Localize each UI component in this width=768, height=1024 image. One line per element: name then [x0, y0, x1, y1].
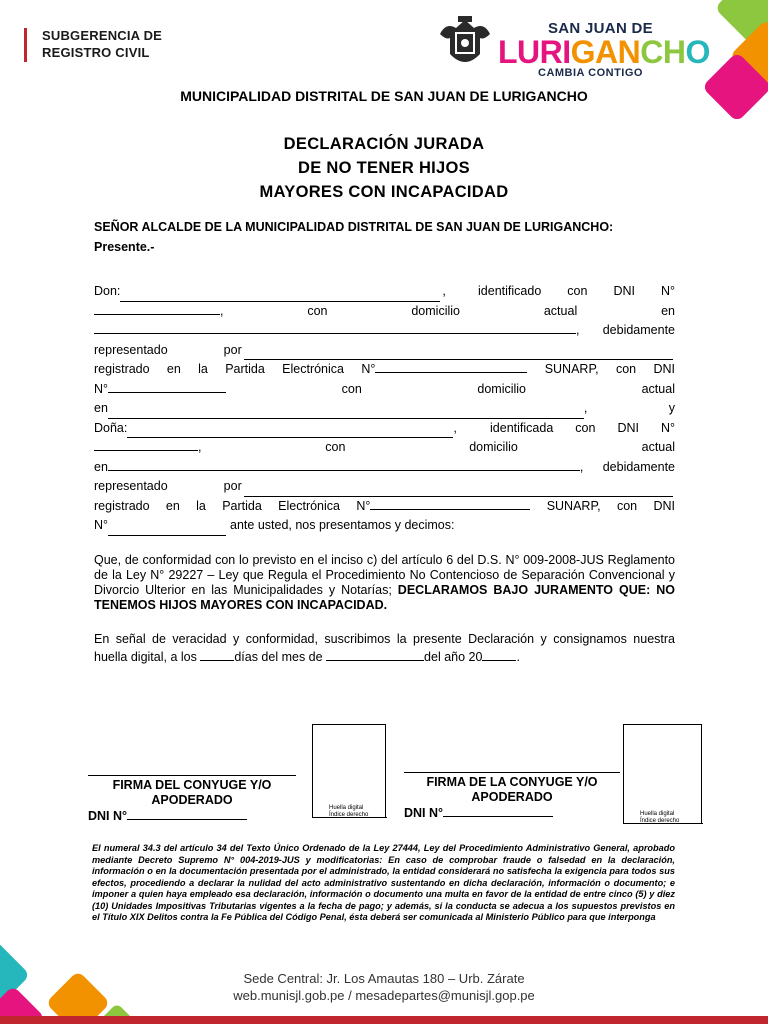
partida-label: Partida — [222, 498, 262, 513]
right-fingerprint-box[interactable] — [623, 724, 702, 823]
y-label: y — [668, 401, 675, 415]
con-label: con — [615, 362, 637, 376]
actual-label: actual — [543, 303, 578, 318]
fingerprint-caption-2: Índice derecho — [329, 812, 369, 818]
title-line-1: DECLARACIÓN JURADA — [283, 135, 485, 153]
domicilio-label: domicilio — [477, 381, 527, 396]
dni-label: DNI N° — [404, 806, 444, 820]
document-title — [0, 132, 768, 204]
footer-accent-bar — [0, 1016, 768, 1024]
domicilio-label: domicilio — [411, 303, 460, 318]
right-dni-field[interactable] — [443, 803, 553, 817]
period: . — [516, 650, 520, 664]
identificada-label: identificada — [490, 420, 554, 435]
left-signature-label: FIRMA DEL CONYUGE Y/O APODERADO — [112, 778, 272, 807]
dona-dni-field[interactable] — [94, 437, 198, 451]
con-label: con — [575, 420, 596, 435]
ante-usted-text: ante usted, nos presentamos y decimos: — [230, 518, 455, 532]
accent-bar — [24, 28, 27, 62]
municipality-logo — [498, 20, 710, 79]
representado-label: representado — [94, 342, 168, 357]
left-fingerprint-base — [312, 817, 387, 818]
n-label: N° — [660, 420, 675, 435]
dni-label: DNI N° — [88, 809, 128, 823]
fingerprint-caption-2: Índice derecho — [640, 818, 680, 824]
sworn-declaration-text: DECLARAMOS BAJO JURAMENTO QUE: NO TENEMOS HIJOS MAYORES CON INCAPACIDAD. — [94, 583, 675, 612]
electronica-label: Electrónica — [282, 362, 344, 376]
logo-slogan: CAMBIA CONTIGO — [538, 67, 643, 79]
department-name — [42, 27, 162, 61]
municipality-title: MUNICIPALIDAD DISTRITAL DE SAN JUAN DE LURIGANCHO — [180, 88, 588, 104]
n-label: N° — [94, 381, 109, 396]
addressee — [94, 217, 613, 257]
fingerprint-caption-1: Huella digital — [640, 811, 675, 817]
legal-basis-paragraph — [94, 553, 675, 613]
n-label: N° — [356, 498, 371, 513]
rep1-dni-field[interactable] — [108, 379, 226, 393]
dona-address-field[interactable] — [108, 457, 580, 471]
identificado-label: identificado — [478, 284, 542, 298]
right-signature-label: FIRMA DE LA CONYUGE Y/O APODERADO — [426, 775, 598, 804]
comma: , — [220, 303, 224, 318]
right-dni-label — [404, 803, 553, 820]
dni-label: DNI — [617, 420, 639, 435]
presente-label: Presente.- — [94, 240, 155, 254]
representado-label: representado — [94, 479, 168, 493]
n-label: N° — [361, 362, 376, 376]
conformity-text-2: días del mes de — [234, 650, 327, 664]
legal-note: El numeral 34.3 del artículo 34 del Texto Único Ordenado de la Ley 27444, Ley del Procedimiento Administrativo General, aprobado mediante Decreto Supremo N° 004-2019-JUS y modificatorias: En caso de comprobar fraude o falsedad en la declaración, información o en la documentación presentada por el administrado, la entidad considerará no satisfecha la exigencia para todos sus efectos, procediendo a declarar la nulidad del acto administrativo sustentando en dicha declaración, información o documento; e imponer a quien haya empleado esa declaración, información o documento una multa en favor de la entidad de entre cinco (5) y diez (10) Unidades Impositivas Tributarias vigentes a la fecha de pago; y además, si la conducta se adecua a los supuestos previstos en el Título XIX Delitos contra la Fe Pública del Código Penal, ésta deberá ser comunicada al Ministerio Público para que interponga — [92, 843, 675, 922]
actual-label: actual — [641, 440, 675, 454]
electronica-label: Electrónica — [278, 498, 340, 513]
declaration-form — [94, 282, 675, 536]
day-field[interactable] — [200, 647, 234, 661]
sunarp-label: SUNARP, — [546, 498, 601, 513]
department-line-1: SUBGERENCIA DE — [42, 28, 163, 43]
dona-name-field[interactable] — [127, 424, 453, 438]
en-label: en — [165, 498, 180, 513]
don-address-field[interactable] — [94, 320, 576, 334]
con-label: con — [307, 303, 328, 318]
logo-main-text: LURIGANCHO — [498, 34, 710, 70]
la-label: la — [198, 362, 208, 376]
comma: , — [583, 401, 588, 415]
con-label: con — [567, 284, 588, 298]
month-field[interactable] — [326, 647, 424, 661]
dona-representative-field[interactable] — [244, 483, 673, 497]
en-label: en — [94, 459, 108, 474]
right-fingerprint-base — [623, 823, 703, 824]
por-label: por — [223, 479, 242, 493]
partida-label: Partida — [225, 362, 265, 376]
registrado-label: registrado — [94, 498, 150, 513]
left-dni-field[interactable] — [127, 806, 247, 820]
comma: , — [579, 459, 584, 474]
don-dni-field[interactable] — [94, 301, 220, 315]
n-label: N° — [94, 518, 109, 532]
year-field[interactable] — [482, 647, 516, 661]
footer-web: web.munisjl.gob.pe / mesadepartes@munisjl.gop.pe — [233, 988, 535, 1003]
coat-of-arms-icon — [436, 14, 494, 72]
conformity-text-1: En señal de veracidad y conformidad, suscribimos la presente Declaración y consignamos nuestra huella digital, a los — [94, 632, 675, 664]
legal-basis-text: Que, de conformidad con lo previsto en el inciso c) del artículo 6 del D.S. N° 009-2008-JUS Reglamento de la Ley N° 29227 – Ley que Regula el Procedimiento No Contencioso de Separación Convencional y Divorcio Ulterior en las Municipalidades y Notarías; — [94, 553, 675, 597]
comma: , — [453, 420, 457, 435]
dni-label: DNI — [653, 498, 675, 513]
dni-label: DNI — [613, 284, 635, 298]
conformity-text-3: del año 20 — [424, 650, 483, 664]
con-label: con — [341, 381, 362, 396]
title-line-2: DE NO TENER HIJOS — [298, 159, 470, 177]
por-label: por — [223, 342, 242, 357]
comma: , — [576, 323, 580, 337]
en-label: en — [661, 303, 675, 318]
con-label: con — [325, 440, 346, 454]
right-signature-line[interactable] — [404, 772, 620, 773]
dni-label: DNI — [653, 362, 675, 376]
rep1-address-field[interactable] — [108, 405, 584, 419]
comma: , — [198, 440, 202, 454]
registrado-label: registrado — [94, 362, 150, 376]
en-label: en — [166, 362, 181, 376]
rep2-dni-field[interactable] — [108, 522, 226, 536]
dona-label: Doña: — [94, 420, 128, 435]
don-name-field[interactable] — [120, 288, 440, 302]
left-dni-label — [88, 806, 247, 823]
fingerprint-caption-1: Huella digital — [329, 805, 364, 811]
en-label: en — [94, 401, 108, 415]
actual-label: actual — [641, 381, 675, 396]
title-line-3: MAYORES CON INCAPACIDAD — [259, 183, 509, 201]
n-label: N° — [660, 284, 675, 298]
sunarp-label: SUNARP, — [544, 362, 599, 376]
logo-top-text: SAN JUAN DE — [548, 20, 653, 37]
debidamente-label: debidamente — [602, 323, 675, 337]
department-line-2: REGISTRO CIVIL — [42, 45, 150, 60]
footer-address: Sede Central: Jr. Los Amautas 180 – Urb. Zárate — [243, 971, 525, 986]
left-signature-line[interactable] — [88, 775, 296, 776]
addressee-line: SEÑOR ALCALDE DE LA MUNICIPALIDAD DISTRITAL DE SAN JUAN DE LURIGANCHO: — [94, 220, 614, 234]
don-representative-field[interactable] — [244, 346, 673, 360]
don-label: Don: — [94, 284, 121, 298]
don-partida-field[interactable] — [375, 359, 527, 373]
conformity-paragraph — [94, 632, 675, 665]
left-fingerprint-box[interactable] — [312, 724, 386, 817]
la-label: la — [196, 498, 206, 513]
con-label: con — [616, 498, 638, 513]
comma: , — [442, 284, 446, 298]
dona-partida-field[interactable] — [370, 496, 530, 510]
domicilio-label: domicilio — [469, 440, 518, 454]
debidamente-label: debidamente — [602, 459, 675, 474]
